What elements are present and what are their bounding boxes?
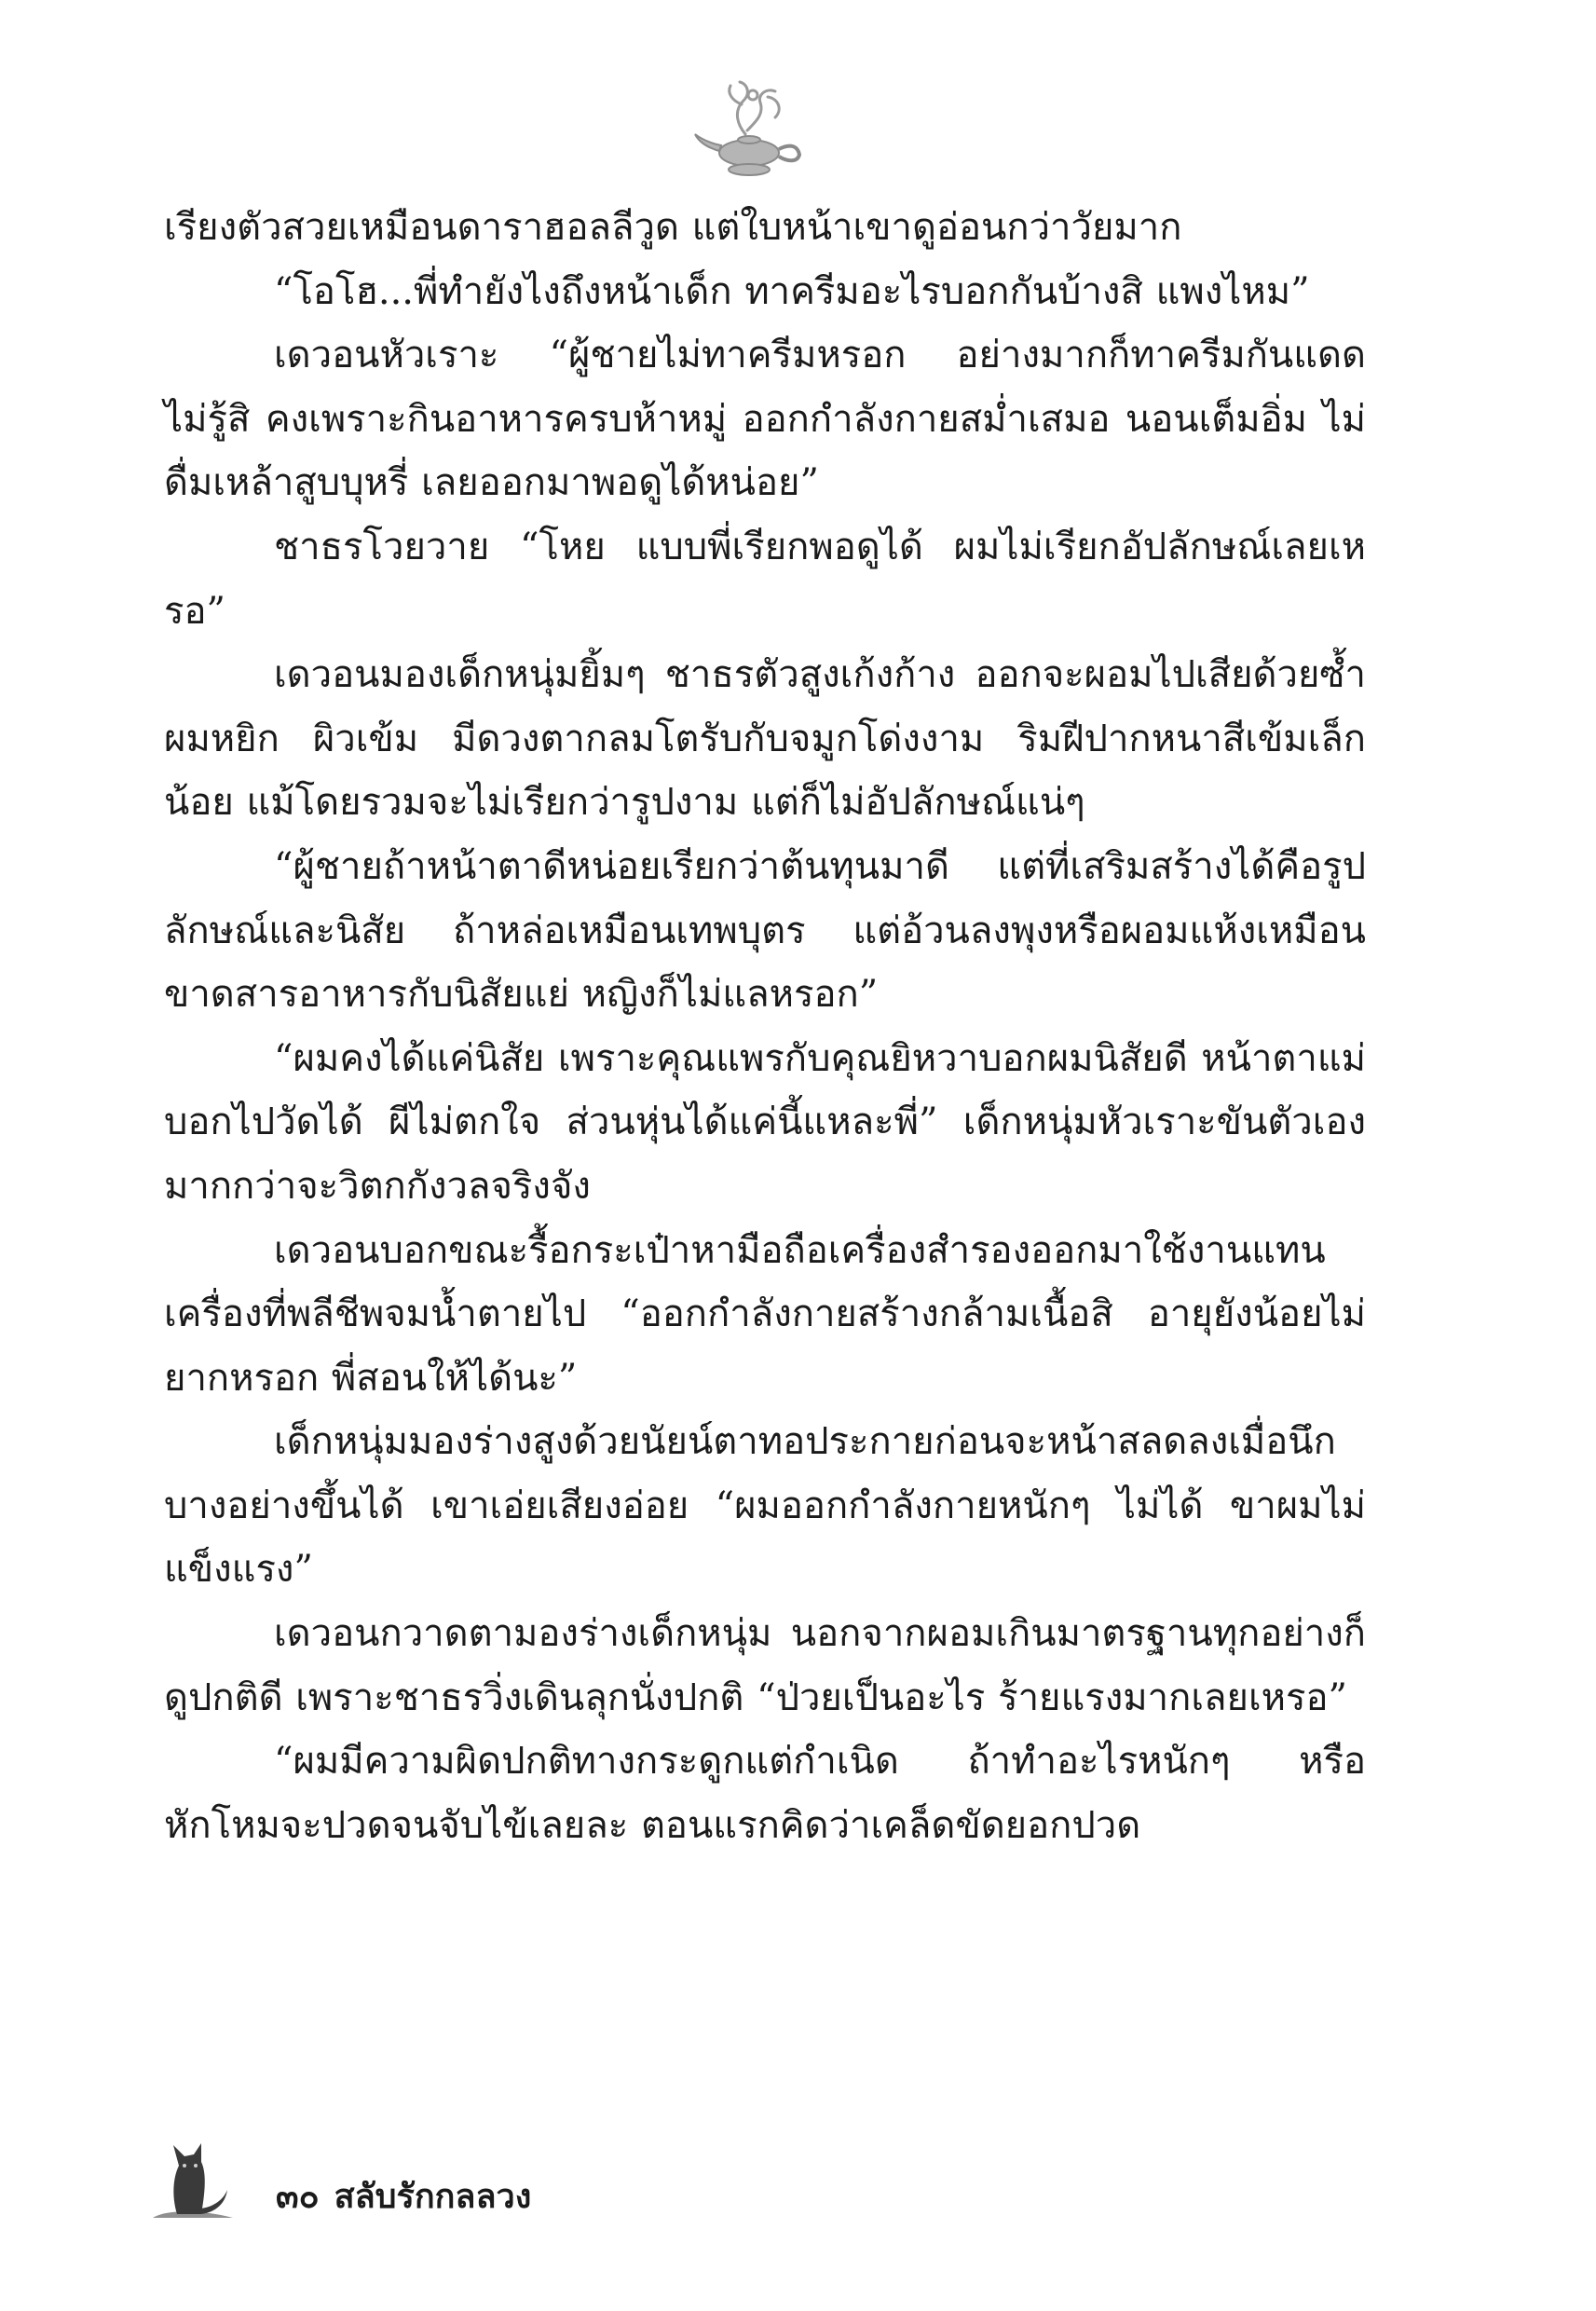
page-footer: [140, 2125, 699, 2227]
footer-text: [276, 2169, 546, 2222]
paragraph: “โอโฮ...พี่ทำยังไงถึงหน้าเด็ก ทาครีมอะไรบอกกันบ้างสิ แพงไหม”: [274, 269, 1310, 313]
paragraph: เด็กหนุ่มมองร่างสูงด้วยนัยน์ตาทอประกายก่อนจะหน้าสลดลงเมื่อนึกบางอย่างขึ้นได้ เขาเอ่ยเสียงอ่อย “ผมออกกำลังกายหนักๆ ไม่ได้ ขาผมไม่แข็งแรง”: [164, 1420, 1366, 1592]
book-title: สลับรักกลลวง: [334, 2178, 532, 2216]
paragraph: เดวอนกวาดตามองร่างเด็กหนุ่ม นอกจากผอมเกินมาตรฐานทุกอย่างก็ดูปกติดี เพราะชาธรวิ่งเดินลุกนั่งปกติ “ป่วยเป็นอะไร ร้ายแรงมากเลยเหรอ”: [164, 1612, 1366, 1719]
cat-icon: [140, 2125, 242, 2227]
paragraph: “ผมคงได้แค่นิสัย เพราะคุณแพรกับคุณยิหวาบอกผมนิสัยดี หน้าตาแม่บอกไปวัดได้ ผีไม่ตกใจ ส่วนหุ่นได้แค่นี้แหละพี่” เด็กหนุ่มหัวเราะขันตัวเองมากกว่าจะวิตกกังวลจริงจัง: [164, 1036, 1366, 1208]
paragraph: เรียงตัวสวยเหมือนดาราฮอลลีวูด แต่ใบหน้าเขาดูอ่อนกว่าวัยมาก: [164, 206, 1182, 249]
genie-lamp-icon: [689, 76, 811, 181]
paragraph: เดวอนหัวเราะ “ผู้ชายไม่ทาครีมหรอก อย่างมากก็ทาครีมกันแดด ไม่รู้สิ คงเพราะกินอาหารครบห้าหมู่ ออกกำลังกายสม่ำเสมอ นอนเต็มอิ่ม ไม่ดื่มเหล้าสูบบุหรี่ เลยออกมาพอดูได้หน่อย”: [164, 334, 1366, 505]
paragraph: ชาธรโวยวาย “โหย แบบพี่เรียกพอดูได้ ผมไม่เรียกอัปลักษณ์เลยเหรอ”: [164, 525, 1366, 633]
paragraph: เดวอนบอกขณะรื้อกระเป๋าหามือถือเครื่องสำรองออกมาใช้งานแทนเครื่องที่พลีชีพจมน้ำตายไป “ออกกำลังกายสร้างกล้ามเนื้อสิ อายุยังน้อยไม่ยากหรอก พี่สอนให้ได้นะ”: [164, 1228, 1366, 1400]
text-body: [164, 196, 1366, 1857]
paragraph: “ผู้ชายถ้าหน้าตาดีหน่อยเรียกว่าต้นทุนมาดี แต่ที่เสริมสร้างได้คือรูปลักษณ์และนิสัย ถ้าหล่อเหมือนเทพบุตร แต่อ้วนลงพุงหรือผอมแห้งเหมือนขาดสารอาหารกับนิสัยแย่ หญิงก็ไม่แลหรอก”: [164, 844, 1366, 1017]
page-number: ๓๐: [276, 2178, 320, 2216]
paragraph: “ผมมีความผิดปกติทางกระดูกแต่กำเนิด ถ้าทำอะไรหนักๆ หรือหักโหมจะปวดจนจับไข้เลยละ ตอนแรกคิดว่าเคล็ดขัดยอกปวด: [164, 1740, 1366, 1847]
paragraph: เดวอนมองเด็กหนุ่มยิ้มๆ ชาธรตัวสูงเก้งก้าง ออกจะผอมไปเสียด้วยซ้ำ ผมหยิก ผิวเข้ม มีดวงตากลมโตรับกับจมูกโด่งงาม ริมฝีปากหนาสีเข้มเล็กน้อย แม้โดยรวมจะไม่เรียกว่ารูปงาม แต่ก็ไม่อัปลักษณ์แน่ๆ: [164, 653, 1366, 825]
